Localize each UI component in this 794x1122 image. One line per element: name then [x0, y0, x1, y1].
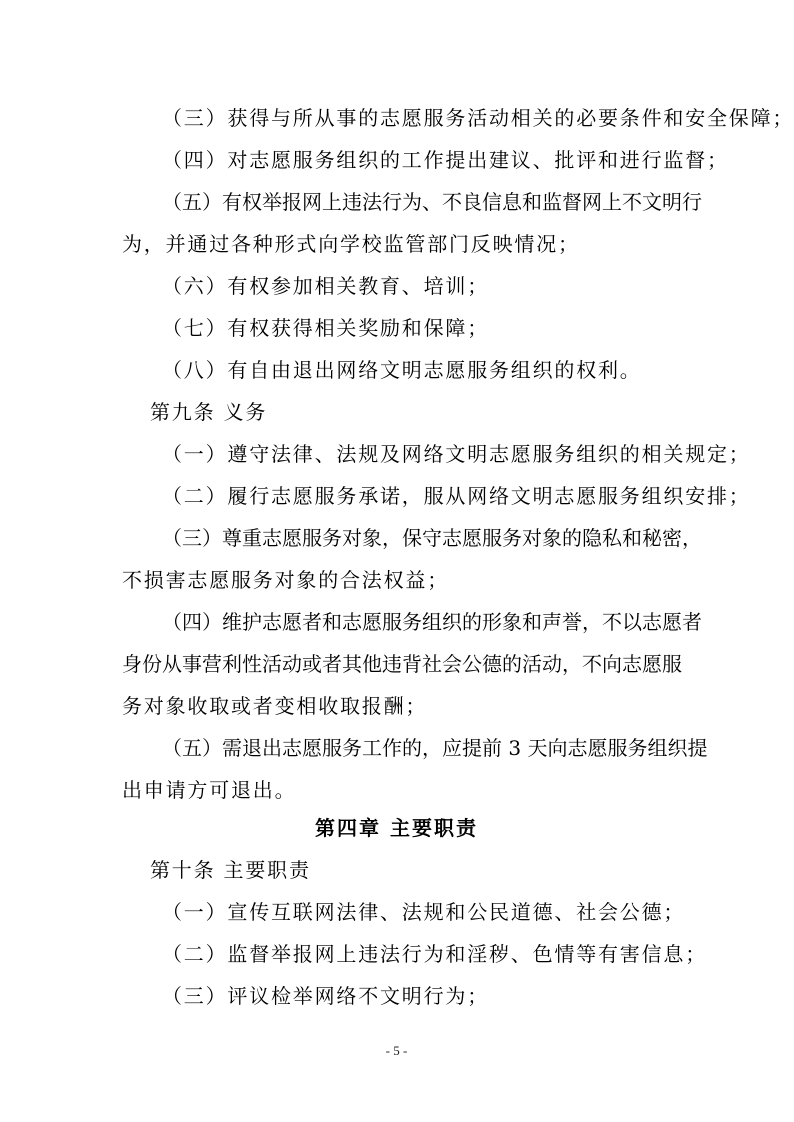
- paragraph-line: （六）有权参加相关教育、培训；: [162, 274, 489, 298]
- paragraph-line: （三）获得与所从事的志愿服务活动相关的必要条件和安全保障；: [162, 106, 794, 130]
- paragraph-line: （四）维护志愿者和志愿服务组织的形象和声誉，不以志愿者: [162, 610, 702, 634]
- paragraph-line: （三）评议检举网络不文明行为；: [162, 984, 489, 1008]
- paragraph-line: （二）履行志愿服务承诺，服从网络文明志愿服务组织安排；: [162, 484, 751, 508]
- paragraph-line: （一）宣传互联网法律、法规和公民道德、社会公德；: [162, 900, 686, 924]
- article-title: 第九条 义务: [150, 400, 268, 424]
- paragraph-line: （四）对志愿服务组织的工作提出建议、批评和进行监督；: [162, 148, 729, 172]
- chapter-heading: 第四章 主要职责: [315, 816, 478, 840]
- paragraph-line: （五）有权举报网上违法行为、不良信息和监督网上不文明行: [162, 190, 702, 214]
- paragraph-line: 为，并通过各种形式向学校监管部门反映情况；: [122, 232, 580, 256]
- paragraph-line: 身份从事营利性活动或者其他违背社会公德的活动，不向志愿服: [122, 652, 682, 676]
- paragraph-line: （八）有自由退出网络文明志愿服务组织的权利。: [162, 358, 642, 382]
- paragraph-line: 不损害志愿服务对象的合法权益；: [122, 568, 449, 592]
- page-number: - 5 -: [385, 1043, 408, 1058]
- paragraph-line: 务对象收取或者变相收取报酬；: [122, 694, 428, 718]
- paragraph-line: （一）遵守法律、法规及网络文明志愿服务组织的相关规定；: [162, 442, 751, 466]
- paragraph-line: （三）尊重志愿服务对象，保守志愿服务对象的隐私和秘密，: [162, 526, 702, 550]
- paragraph-line: 出申请方可退出。: [122, 778, 297, 802]
- article-title: 第十条 主要职责: [150, 858, 311, 882]
- paragraph-line: （二）监督举报网上违法行为和淫秽、色情等有害信息；: [162, 942, 707, 966]
- paragraph-line: （七）有权获得相关奖励和保障；: [162, 316, 489, 340]
- paragraph-line: （五）需退出志愿服务工作的，应提前 3 天向志愿服务组织提: [162, 736, 708, 760]
